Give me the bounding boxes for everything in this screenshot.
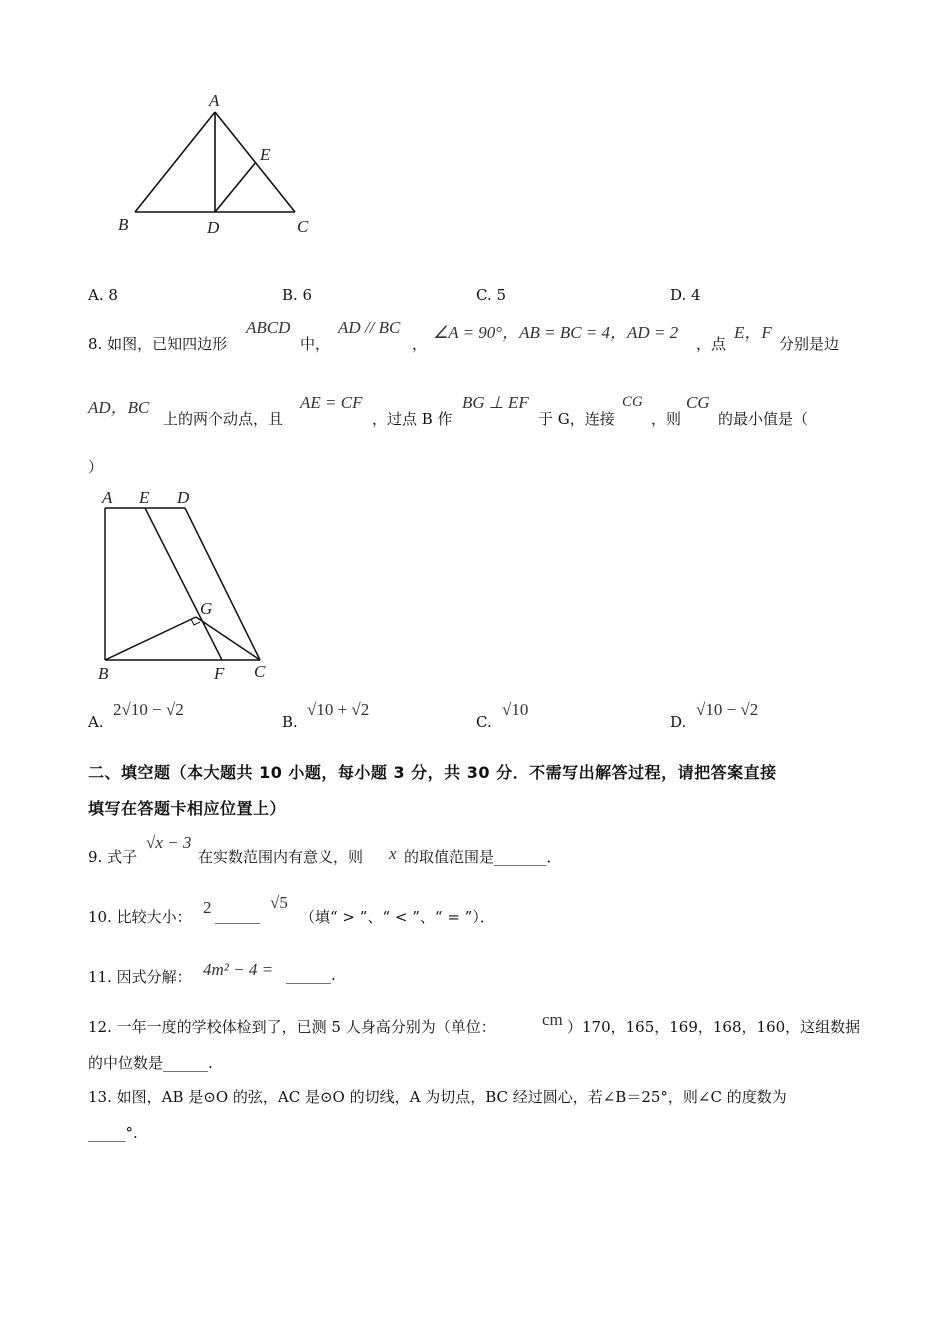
q12-unit: cm (542, 1010, 563, 1029)
q9-mid: 在实数范围内有意义，则 (198, 848, 364, 866)
segment-ab (135, 112, 215, 212)
section2-heading-line2: 填写在答题卡相应位置上） (88, 799, 287, 818)
label-c: C (297, 217, 309, 236)
q8-line2-mid2: ，过点 B 作 (372, 410, 453, 428)
q8-line1-prefix: 8. 如图，已知四边形 (88, 335, 228, 353)
q8-line2-mid3: 于 G，连接 (538, 410, 615, 428)
q8-option-d-value: √10 − √2 (696, 700, 759, 719)
q8-option-c-label: C. (476, 713, 492, 731)
q8-math-ae-cf: AE = CF (300, 393, 363, 412)
q8-line1-comma: ， (412, 335, 428, 353)
segment-gc (196, 617, 260, 660)
label-b: B (98, 664, 109, 683)
section2-heading-line1: 二、填空题（本大题共 10 小题，每小题 3 分，共 30 分．不需写出解答过程，请把答案直接 (88, 763, 777, 782)
q9-x: x (389, 844, 397, 863)
label-e: E (139, 488, 150, 507)
q8-option-a-value: 2√10 − √2 (113, 700, 184, 719)
label-d: D (207, 218, 220, 237)
label-g: G (200, 599, 213, 618)
q10-sqrt5: √5 (270, 893, 288, 912)
q9-prefix: 9. 式子 (88, 848, 138, 866)
q10-end: （填“ > ”、“ < ”、“ = ”）． (300, 908, 495, 926)
label-d: D (177, 488, 190, 507)
q8-math-abcd: ABCD (246, 318, 291, 337)
label-f: F (214, 664, 225, 683)
q11-math: 4m² − 4 = (203, 960, 274, 979)
q11-end: ______. (286, 966, 336, 984)
label-a: A (102, 488, 113, 507)
q8-math-angle: ∠A = 90°，AB = BC = 4，AD = 2 (433, 323, 679, 342)
q10-blank: ______ (215, 906, 260, 924)
triangle-figure (110, 90, 330, 240)
q8-option-c-value: √10 (502, 700, 529, 719)
q8-math-cg2: CG (686, 393, 710, 412)
segment-de (215, 162, 256, 212)
right-angle-mark (191, 619, 200, 625)
label-a: A (209, 91, 220, 110)
q8-option-b-label: B. (282, 713, 298, 731)
label-b: B (118, 215, 129, 234)
q9-math-sqrt: √x − 3 (146, 833, 192, 852)
q8-math-ef: E，F (734, 323, 772, 342)
q8-option-d-label: D. (670, 713, 687, 731)
q13-line1: 13. 如图，AB 是⊙O 的弦，AC 是⊙O 的切线，A 为切点，BC 经过圆心，若∠B＝25°，则∠C 的度数为 (88, 1088, 787, 1106)
q10-prefix: 10. 比较大小： (88, 908, 192, 926)
q8-line1-zhong: 中， (300, 335, 331, 353)
label-c: C (254, 662, 266, 681)
q8-math-ad-parallel-bc: AD // BC (338, 318, 401, 337)
segment-bg (105, 617, 196, 660)
q8-line1-dian: ，点 (696, 335, 727, 353)
q8-option-b-value: √10 + √2 (307, 700, 370, 719)
segment-ef (145, 508, 222, 660)
q12-end: ）170，165，169，168，160，这组数据 (567, 1018, 861, 1036)
segment-dc (185, 508, 260, 660)
q12-line2: 的中位数是______. (88, 1054, 213, 1072)
q8-math-ad-bc: AD，BC (88, 398, 150, 417)
q8-line2-end: 的最小值是（ (718, 410, 809, 428)
q8-line1-end: 分别是边 (779, 335, 840, 353)
q13-line2: _____°. (88, 1124, 138, 1142)
q8-math-cg1: CG (622, 394, 643, 410)
q7-option-b: B. 6 (282, 286, 313, 304)
q7-option-a: A. 8 (88, 286, 118, 304)
q11-prefix: 11. 因式分解： (88, 968, 192, 986)
q12-prefix: 12. 一年一度的学校体检到了，已测 5 人身高分别为（单位： (88, 1018, 496, 1036)
q9-end: 的取值范围是_______． (404, 848, 562, 866)
q7-option-d: D. 4 (670, 286, 701, 304)
q8-math-bg-perp-ef: BG ⊥ EF (462, 393, 529, 412)
q8-line3-paren: ） (88, 458, 104, 476)
q8-option-a-label: A. (88, 713, 104, 731)
q8-line2-ze: ，则 (651, 410, 682, 428)
trapezoid-figure (90, 484, 290, 684)
q10-two: 2 (203, 898, 212, 917)
q8-line2-mid1: 上的两个动点，且 (163, 410, 284, 428)
q7-option-c: C. 5 (476, 286, 507, 304)
label-e: E (260, 145, 271, 164)
